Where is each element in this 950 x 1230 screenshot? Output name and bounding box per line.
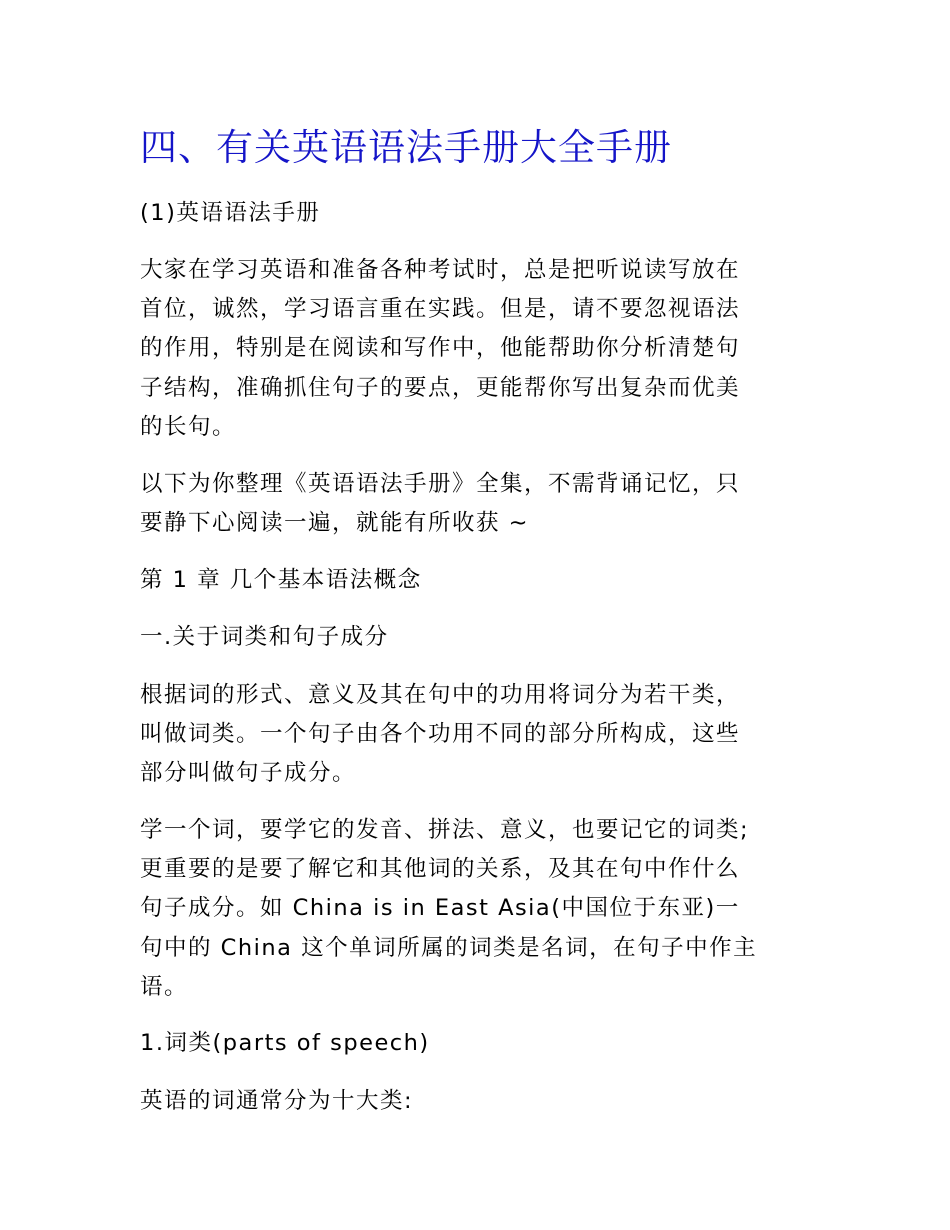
example-line: 更重要的是要了解它和其他词的关系，及其在句中作什么 [140, 856, 741, 883]
chapter-heading: 第 1 章 几个基本语法概念 [140, 567, 422, 593]
example-line: 语。 [140, 973, 189, 1000]
intro-paragraph [140, 251, 812, 447]
example-paragraph [140, 811, 812, 1007]
section-heading: 一.关于词类和句子成分 [140, 624, 389, 650]
subtitle: (1)英语语法手册 [140, 200, 321, 226]
definition-line: 根据词的形式、意义及其在句中的功用将词分为若干类， [140, 682, 741, 708]
example-line: 学一个词，要学它的发音、拼法、意义，也要记它的词类; [140, 817, 750, 843]
closing-line: 英语的词通常分为十大类: [140, 1088, 414, 1114]
definition-paragraph [140, 676, 812, 794]
definition-line: 部分叫做句子成分。 [140, 760, 357, 787]
intro-line: 的作用，特别是在阅读和写作中，他能帮助你分析清楚句 [140, 335, 741, 362]
example-line: 句子成分。如 China is in East Asia(中国位于东亚)一 [140, 895, 740, 922]
intro-line: 大家在学习英语和准备各种考试时，总是把听说读写放在 [140, 257, 741, 283]
intro-line: 的长句。 [140, 413, 237, 440]
document-title: 四、有关英语语法手册大全手册 [140, 126, 672, 169]
subsection-heading: 1.词类(parts of speech) [140, 1030, 430, 1056]
intro-line: 首位，诚然，学习语言重在实践。但是，请不要忽视语法 [140, 296, 741, 323]
lead-line: 要静下心阅读一遍，就能有所收获 ~ [140, 510, 530, 537]
example-line: 句中的 China 这个单词所属的词类是名词，在句子中作主 [140, 934, 758, 961]
lead-line: 以下为你整理《英语语法手册》全集，不需背诵记忆，只 [140, 471, 741, 497]
lead-paragraph [140, 465, 812, 543]
intro-line: 子结构，准确抓住句子的要点，更能帮你写出复杂而优美 [140, 374, 741, 401]
definition-line: 叫做词类。一个句子由各个功用不同的部分所构成，这些 [140, 721, 741, 748]
